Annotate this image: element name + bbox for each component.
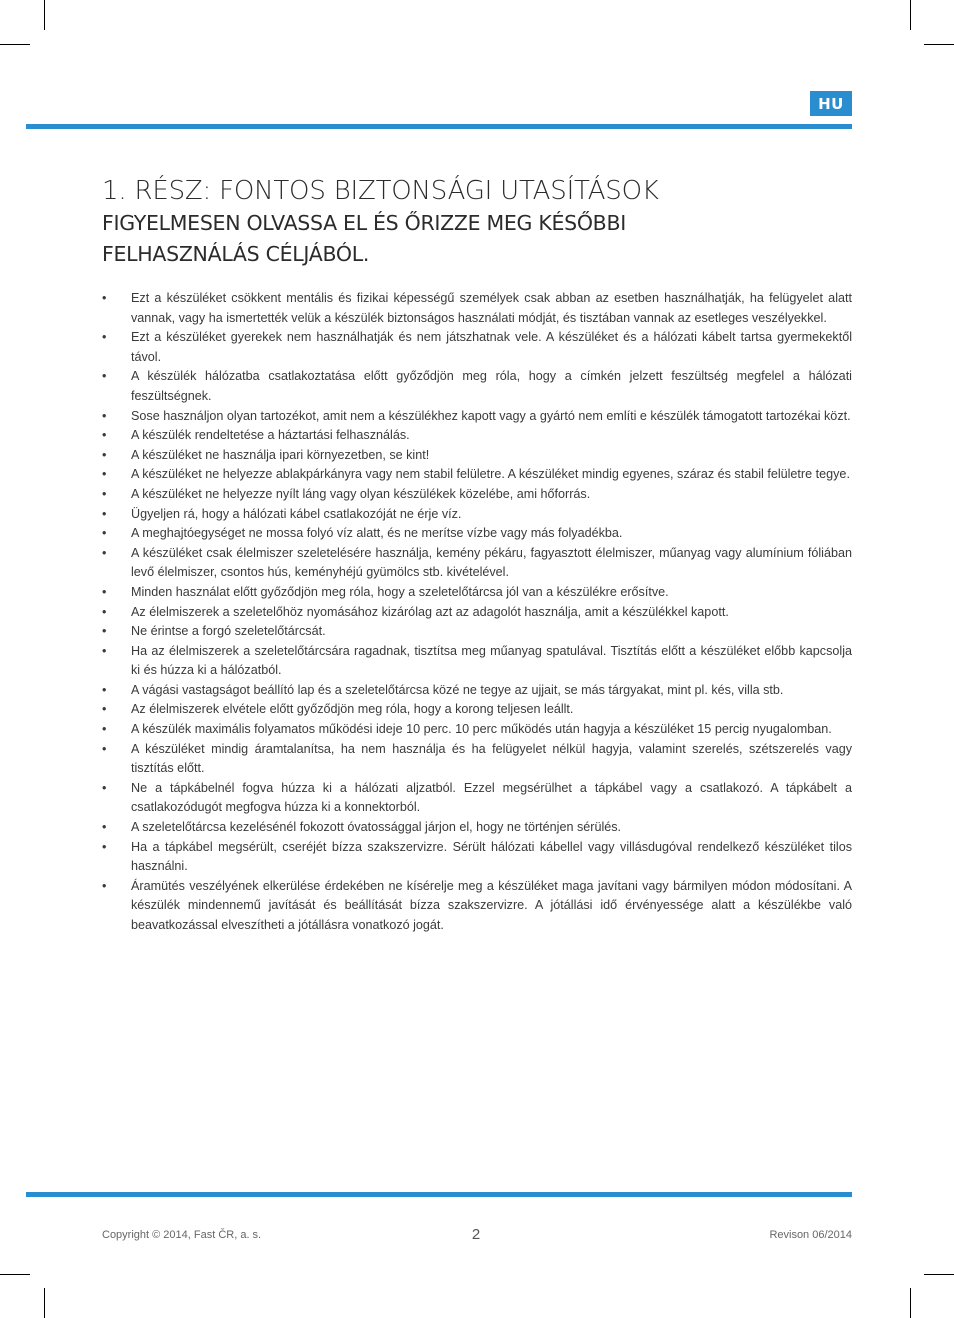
bullet-icon: • — [102, 506, 107, 521]
crop-mark — [0, 44, 30, 45]
crop-mark — [924, 1274, 954, 1275]
list-item-text: Sose használjon olyan tartozékot, amit nem a készülékhez kapott vagy a gyártó nem említi e készülék támogatott tartozékai közt. — [131, 408, 851, 423]
list-item — [102, 838, 852, 877]
list-item — [102, 642, 852, 681]
subtitle-line: FIGYELMESEN OLVASSA EL ÉS ŐRIZZE MEG KÉSŐBBI — [102, 211, 626, 235]
list-item-text: Ezt a készüléket csökkent mentális és fizikai képességű személyek csak abban az esetben használhatják, ha felügyelet alatt vannak, vagy ha ismertették velük a készülék biztonságos használati módját, és tisztában vannak az esetleges veszélyekkel. — [131, 291, 852, 325]
revision-text: Revison 06/2014 — [769, 1229, 852, 1241]
list-item — [102, 407, 852, 427]
list-item-text: Ügyeljen rá, hogy a hálózati kábel csatlakozóját ne érje víz. — [131, 506, 462, 521]
bullet-icon: • — [102, 526, 107, 541]
list-item — [102, 622, 852, 642]
title-block — [102, 176, 862, 270]
list-item-text: Ha az élelmiszerek a szeletelőtárcsára ragadnak, tisztítsa meg műanyag spatulával. Tisztítás előtt a készüléket előbb kapcsolja ki és húzza ki a hálózatból. — [131, 643, 852, 678]
list-item — [102, 426, 852, 446]
bullet-icon: • — [102, 428, 107, 443]
crop-mark — [0, 1274, 30, 1275]
list-item-text: A vágási vastagságot beállító lap és a szeletelőtárcsa közé ne tegye az ujjait, se más tárgyakat, mint pl. kés, villa stb. — [131, 682, 784, 697]
list-item — [102, 700, 852, 720]
bullet-icon: • — [102, 741, 107, 756]
list-item-text: Ne a tápkábelnél fogva húzza ki a hálózati aljzatból. Ezzel megsérülhet a tápkábel vagy a csatlakozó. A tápkábelt a csatlakozódugót megfogva húzza ki a konnektorból. — [131, 780, 852, 815]
list-item-text: A meghajtóegységet ne mossa folyó víz alatt, és ne merítse vízbe vagy más folyadékba. — [131, 526, 623, 541]
list-item-text: A készüléket ne helyezze nyílt láng vagy olyan készülékek közelébe, ami hőforrás. — [131, 486, 591, 501]
list-item-text: A szeletelőtárcsa kezelésénél fokozott óvatossággal járjon el, hogy ne történjen sérülés. — [131, 820, 622, 835]
bullet-icon: • — [102, 682, 107, 697]
bullet-icon: • — [102, 467, 107, 482]
language-badge: HU — [810, 91, 852, 116]
bullet-icon: • — [102, 545, 107, 560]
list-item — [102, 877, 852, 936]
bullet-icon: • — [102, 291, 107, 305]
list-item-text: A készülék hálózatba csatlakoztatása előtt győződjön meg róla, hogy a címkén jelzett feszültség megfelel a hálózati feszültségnek. — [131, 369, 852, 403]
list-item — [102, 367, 852, 406]
list-item — [102, 583, 852, 603]
footer-rule — [26, 1192, 852, 1197]
list-item — [102, 779, 852, 818]
list-item — [102, 740, 852, 779]
list-item — [102, 720, 852, 740]
list-item-text: Áramütés veszélyének elkerülése érdekében ne kísérelje meg a készüléket maga javítani vagy bármilyen módon módosítani. A készülék mindennemű javítását és beállítását bízza szakszervizre. A jótállási idő érvényessége alatt a készülékbe való beavatkozással elveszítheti a jótállásra vonatkozó jogát. — [131, 878, 852, 932]
bullet-icon: • — [102, 447, 107, 462]
bullet-icon: • — [102, 486, 107, 501]
bullet-icon: • — [102, 330, 107, 345]
page-number: 2 — [471, 1226, 481, 1243]
bullet-icon: • — [102, 702, 107, 717]
bullet-icon: • — [102, 624, 107, 639]
list-item-text: Minden használat előtt győződjön meg róla, hogy a szeletelőtárcsa jól van a készülékre erősítve. — [131, 584, 669, 599]
list-item-text: Ne érintse a forgó szeletelőtárcsát. — [131, 624, 326, 639]
list-item — [102, 289, 852, 328]
list-item — [102, 446, 852, 466]
page-title: 1. RÉSZ: FONTOS BIZTONSÁGI UTASÍTÁSOK — [102, 176, 659, 206]
subtitle-line: FELHASZNÁLÁS CÉLJÁBÓL. — [102, 242, 370, 266]
safety-instructions-list — [102, 289, 852, 936]
crop-mark — [924, 44, 954, 45]
bullet-icon: • — [102, 584, 107, 599]
list-item-text: Az élelmiszerek elvétele előtt győződjön meg róla, hogy a korong teljesen leállt. — [131, 702, 574, 717]
list-item — [102, 544, 852, 583]
bullet-icon: • — [102, 780, 107, 795]
crop-mark — [910, 0, 911, 30]
list-item-text: A készüléket ne helyezze ablakpárkányra vagy nem stabil felületre. A készüléket mindig egyenes, száraz és stabil felületre tegye. — [131, 467, 850, 482]
list-item — [102, 328, 852, 367]
list-item — [102, 524, 852, 544]
crop-mark — [44, 1288, 45, 1318]
list-item-text: Az élelmiszerek a szeletelőhöz nyomásához kizárólag azt az adagolót használja, amit a készülékkel kapott. — [131, 604, 729, 619]
list-item-text: Ezt a készüléket gyerekek nem használhatják és nem játszhatnak vele. A készüléket és a hálózati kábelt tartsa gyermekektől távol. — [131, 330, 852, 364]
list-item — [102, 603, 852, 623]
list-item — [102, 818, 852, 838]
bullet-icon: • — [102, 408, 107, 423]
list-item-text: A készüléket mindig áramtalanítsa, ha nem használja és ha felügyelet nélkül hagyja, valamint szerelés, szétszerelés vagy tisztítás előtt. — [131, 741, 852, 776]
list-item-text: Ha a tápkábel megsérült, cseréjét bízza szakszervizre. Sérült hálózati kábellel vagy villásdugóval rendelkező készüléket tilos használni. — [131, 839, 852, 874]
list-item-text: A készülék maximális folyamatos működési ideje 10 perc. 10 perc működés után hagyja a készüléket 15 percig nyugalomban. — [131, 722, 832, 737]
header-rule — [26, 124, 852, 129]
bullet-icon: • — [102, 604, 107, 619]
bullet-icon: • — [102, 839, 107, 854]
list-item-text: A készüléket ne használja ipari környezetben, se kint! — [131, 447, 430, 462]
crop-mark — [44, 0, 45, 30]
page-subtitle — [102, 208, 862, 270]
crop-mark — [910, 1288, 911, 1318]
list-item — [102, 505, 852, 525]
bullet-icon: • — [102, 722, 107, 737]
bullet-icon: • — [102, 820, 107, 835]
list-item-text: A készülék rendeltetése a háztartási felhasználás. — [131, 428, 410, 443]
bullet-icon: • — [102, 643, 107, 658]
copyright-text: Copyright © 2014, Fast ČR, a. s. — [102, 1229, 262, 1241]
list-item — [102, 485, 852, 505]
list-item — [102, 465, 852, 485]
bullet-icon: • — [102, 369, 107, 384]
list-item-text: A készüléket csak élelmiszer szeletelésére használja, kemény pékáru, fagyasztott élelmiszer, műanyag vagy alumínium fóliában levő élelmiszer, csontos hús, keményhéjú gyümölcs stb. kivételével. — [131, 545, 852, 580]
bullet-icon: • — [102, 878, 107, 893]
list-item — [102, 681, 852, 701]
